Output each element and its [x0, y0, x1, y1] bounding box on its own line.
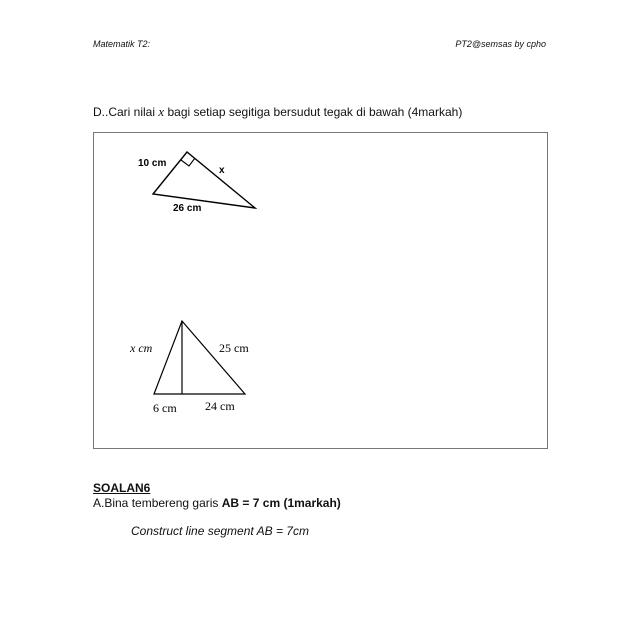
section-6-part-a-text: A.Bina tembereng garis: [93, 496, 222, 510]
section-6-part-a-bold: AB = 7 cm (1markah): [221, 496, 341, 510]
triangle-2-label-hyp: 25 cm: [219, 341, 249, 355]
section-6-part-a: [93, 496, 341, 510]
triangle-1-label-a: 10 cm: [138, 158, 167, 169]
question-d-variable: x: [158, 104, 165, 119]
header-author: PT2@semsas by cpho: [455, 39, 546, 49]
question-d-prefix: D..Cari nilai: [93, 105, 159, 119]
triangle-2: [129, 321, 249, 415]
triangle-2-label-x: x cm: [130, 341, 153, 355]
triangle-1-label-b: x: [219, 165, 225, 176]
right-angle-marker: [181, 158, 195, 166]
triangle-2-label-base-left: 6 cm: [153, 401, 177, 415]
triangle-2-label-base-right: 24 cm: [205, 399, 235, 413]
section-6-title: SOALAN6: [93, 481, 151, 495]
header-subject: Matematik T2:: [93, 39, 151, 49]
section-6-english: Construct line segment AB = 7cm: [131, 524, 309, 538]
triangle-1-label-hyp: 26 cm: [173, 203, 202, 214]
question-d-suffix: bagi setiap segitiga bersudut tegak di bawah (4markah): [164, 105, 463, 119]
triangle-2-shape: [154, 321, 245, 394]
triangle-1-shape: [153, 152, 255, 208]
triangle-1: [138, 152, 255, 214]
